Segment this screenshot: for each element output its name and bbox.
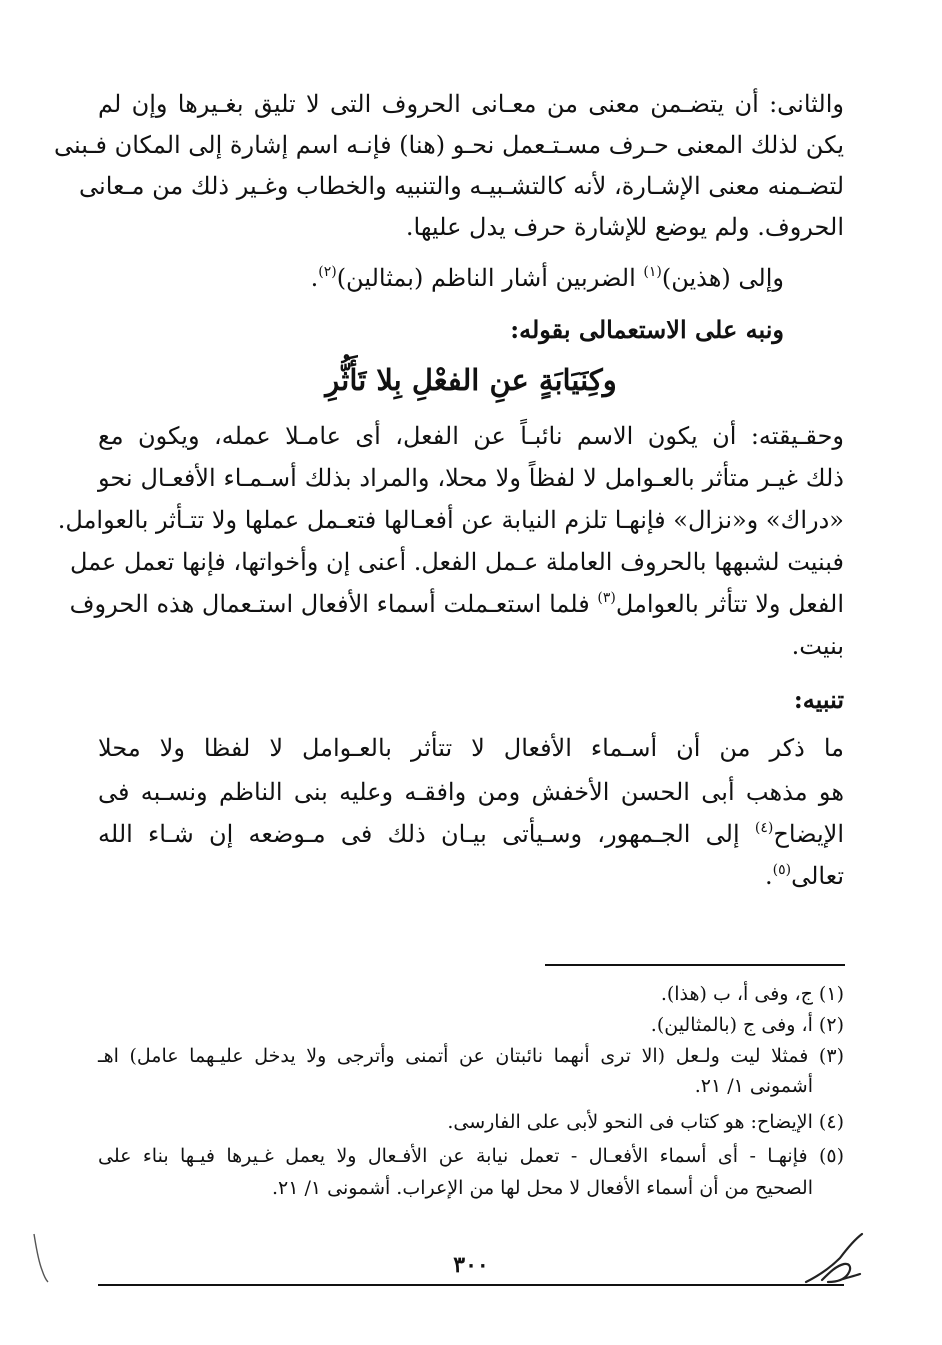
footnote-ref: (٥) xyxy=(772,862,792,878)
paragraph-line: ما ذكر من أن أسـماء الأفعال لا تتأثر بالعـوامل لا لفظا ولا محلا xyxy=(98,734,844,762)
line-text: إلى الجـمهور، وسـيأتى بيـان ذلك فى مـوضعه إن شـاء الله xyxy=(98,820,755,848)
line-text: . xyxy=(310,264,319,292)
paragraph-line: والثانى: أن يتضـمن معنى من معـانى الحروف التى لا تليق بغـيرها وإن لم xyxy=(98,90,844,118)
line-text: الفعل ولا تتأثر بالعوامل xyxy=(615,590,844,618)
paragraph-line: «دراك» و«نزال» فإنهـا تلزم النيابة عن أفعـالها فتعـمل عملها ولا تتـأثر بالعوامل. xyxy=(57,506,844,534)
footnote-ref: (٤) xyxy=(754,820,774,836)
footnote: (٣) فمثلا ليت ولـعل (الا ترى أنهما نائبتان عن أتمنى وأترجى ولا يدخل عليـهما عامل) اهـ xyxy=(98,1045,844,1067)
section-heading: تنبيه: xyxy=(793,685,844,714)
verse-line: وكِنَيَابَةٍ عنِ الفعْلِ بِلا تَأَثُّرِ xyxy=(325,363,617,397)
paragraph-line: بنيت. xyxy=(791,632,844,660)
paragraph-line: هو مذهب أبى الحسن الأخفش ومن وافقـه وعليه بنى الناظم ونسـبه فى xyxy=(98,778,844,806)
footnote-continuation: أشمونى ١/ ٢١. xyxy=(694,1075,813,1097)
footnote-continuation: الصحيح من أن أسماء الأفعال لا محل لها من الإعراب. أشمونى ١/ ٢١. xyxy=(271,1177,813,1199)
footnote: (٥) فإنهـا - أى أسماء الأفعـال - تعمل نيابة عن الأفـعال ولا يعمل غـيرها فيـها بناء على xyxy=(98,1145,844,1167)
paragraph-line: لتضـمنه معنى الإشـارة، لأنه كالتشـبيـه والتنبيه والخطاب وغـير ذلك من مـعانى xyxy=(79,172,844,200)
paragraph-line: ذلك غيـر متأثر بالعـوامل لا لفظاً ولا محلا، والمراد بذلك أسـمـاء الأفعـال نحو xyxy=(98,464,844,492)
footnote-separator xyxy=(545,964,845,966)
paragraph-line: فبنيت لشبهها بالحروف العاملة عـمل الفعل. أعنى إن وأخواتها، فإنها تعمل عمل xyxy=(69,548,844,576)
page-number: ٣٠٠ xyxy=(453,1252,489,1278)
line-text: فلما استعـملت أسماء الأفعال استـعمال هذه الحروف xyxy=(69,590,598,618)
paragraph-line: وحقـيقته: أن يكون الاسم نائبـاً عن الفعل، أى عامـلا عمله، ويكون مع xyxy=(98,422,844,450)
stray-mark-icon xyxy=(30,1232,52,1284)
paragraph-line: ونبه على الاستعمالى بقوله: xyxy=(510,315,784,344)
footnote-ref: (٣) xyxy=(597,590,616,606)
line-text: الإيضاح xyxy=(773,820,844,848)
handwritten-mark-icon xyxy=(800,1228,870,1288)
line-text: تعالى xyxy=(791,862,844,890)
paragraph-line xyxy=(69,586,844,626)
line-text: الضربين أشار الناظم (بمثالين) xyxy=(336,264,644,292)
line-text: وإلى (هذين) xyxy=(661,264,784,292)
paragraph-line xyxy=(98,816,844,856)
footnote: (١) ج، وفى أ، ب (هذا). xyxy=(660,983,844,1005)
paragraph-line xyxy=(98,260,784,300)
footnote: (٤) الإيضاح: هو كتاب فى النحو لأبى على الفارسى. xyxy=(447,1111,844,1133)
footnote: (٢) أ، وفى ج (بالمثالين). xyxy=(650,1014,844,1036)
footnote-ref: (١) xyxy=(643,264,662,280)
paragraph-line: يكن لذلك المعنى حـرف مسـتـعمل نحـو (هنا) فإنـه اسم إشارة إلى المكان فـبنى xyxy=(54,131,844,159)
paragraph-line: الحروف. ولم يوضع للإشارة حرف يدل عليها. xyxy=(405,213,844,241)
footnote-ref: (٢) xyxy=(318,264,337,280)
line-text: . xyxy=(765,862,773,890)
bottom-rule xyxy=(98,1284,844,1286)
paragraph-line xyxy=(98,858,844,898)
